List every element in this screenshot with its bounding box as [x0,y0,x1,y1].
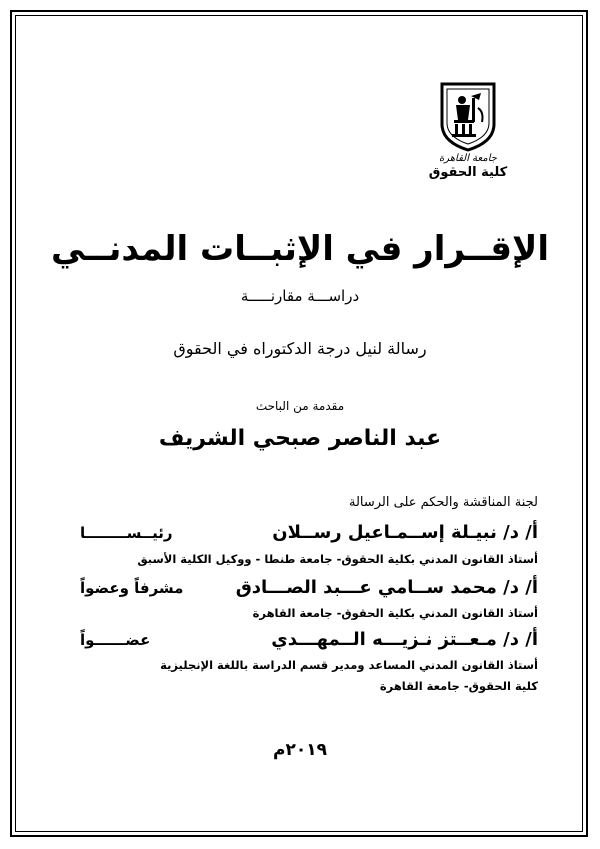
university-name: جامعة القاهرة [439,153,497,164]
logo-caption [420,152,516,180]
member-role: عضــــــواً [80,631,151,649]
committee-member-chair [80,520,538,548]
presented-by-label: مقدمة من الباحث [255,399,345,413]
submission-year: ٢٠١٩م [273,740,327,760]
member-name: أ/ د/ محمد ســامي عـــبد الصـــادق [235,577,538,598]
committee-member-supervisor [80,575,538,603]
member-name: أ/ د/ مـعــتز نـزيـــه الــمهـــدي [271,629,538,650]
member-affiliation: أستاذ القانون المدني بكلية الحقوق- جامعة طنطا - ووكيل الكلية الأسبق [137,552,538,566]
member-role: رئيــســــــــا [80,524,173,542]
member-name: أ/ د/ نبيـلة إســمـاعيل رســلان [272,522,538,543]
member-affiliation: كلية الحقوق- جامعة القاهرة [379,679,538,693]
university-emblem-icon [438,80,498,152]
committee-member-examiner [80,627,538,655]
degree-statement: رسالة لنيل درجة الدكتوراه في الحقوق [173,339,427,358]
committee-heading: لجنة المناقشة والحكم على الرسالة [348,495,538,510]
member-affiliation: أستاذ القانون المدني بكلية الحقوق- جامعة القاهرة [252,606,538,620]
author-name: عبد الناصر صبحي الشريف [158,426,442,451]
thesis-title: الإقــرار في الإثبــات المدنــي [50,229,550,269]
member-role: مشرفاً وعضواً [80,579,184,597]
faculty-name: كلية الحقوق [428,165,508,180]
member-affiliation: أستاذ القانون المدني المساعد ومدير قسم الدراسة باللغة الإنجليزية [160,658,538,672]
thesis-subtitle: دراســـة مقارنـــــة [240,287,360,305]
